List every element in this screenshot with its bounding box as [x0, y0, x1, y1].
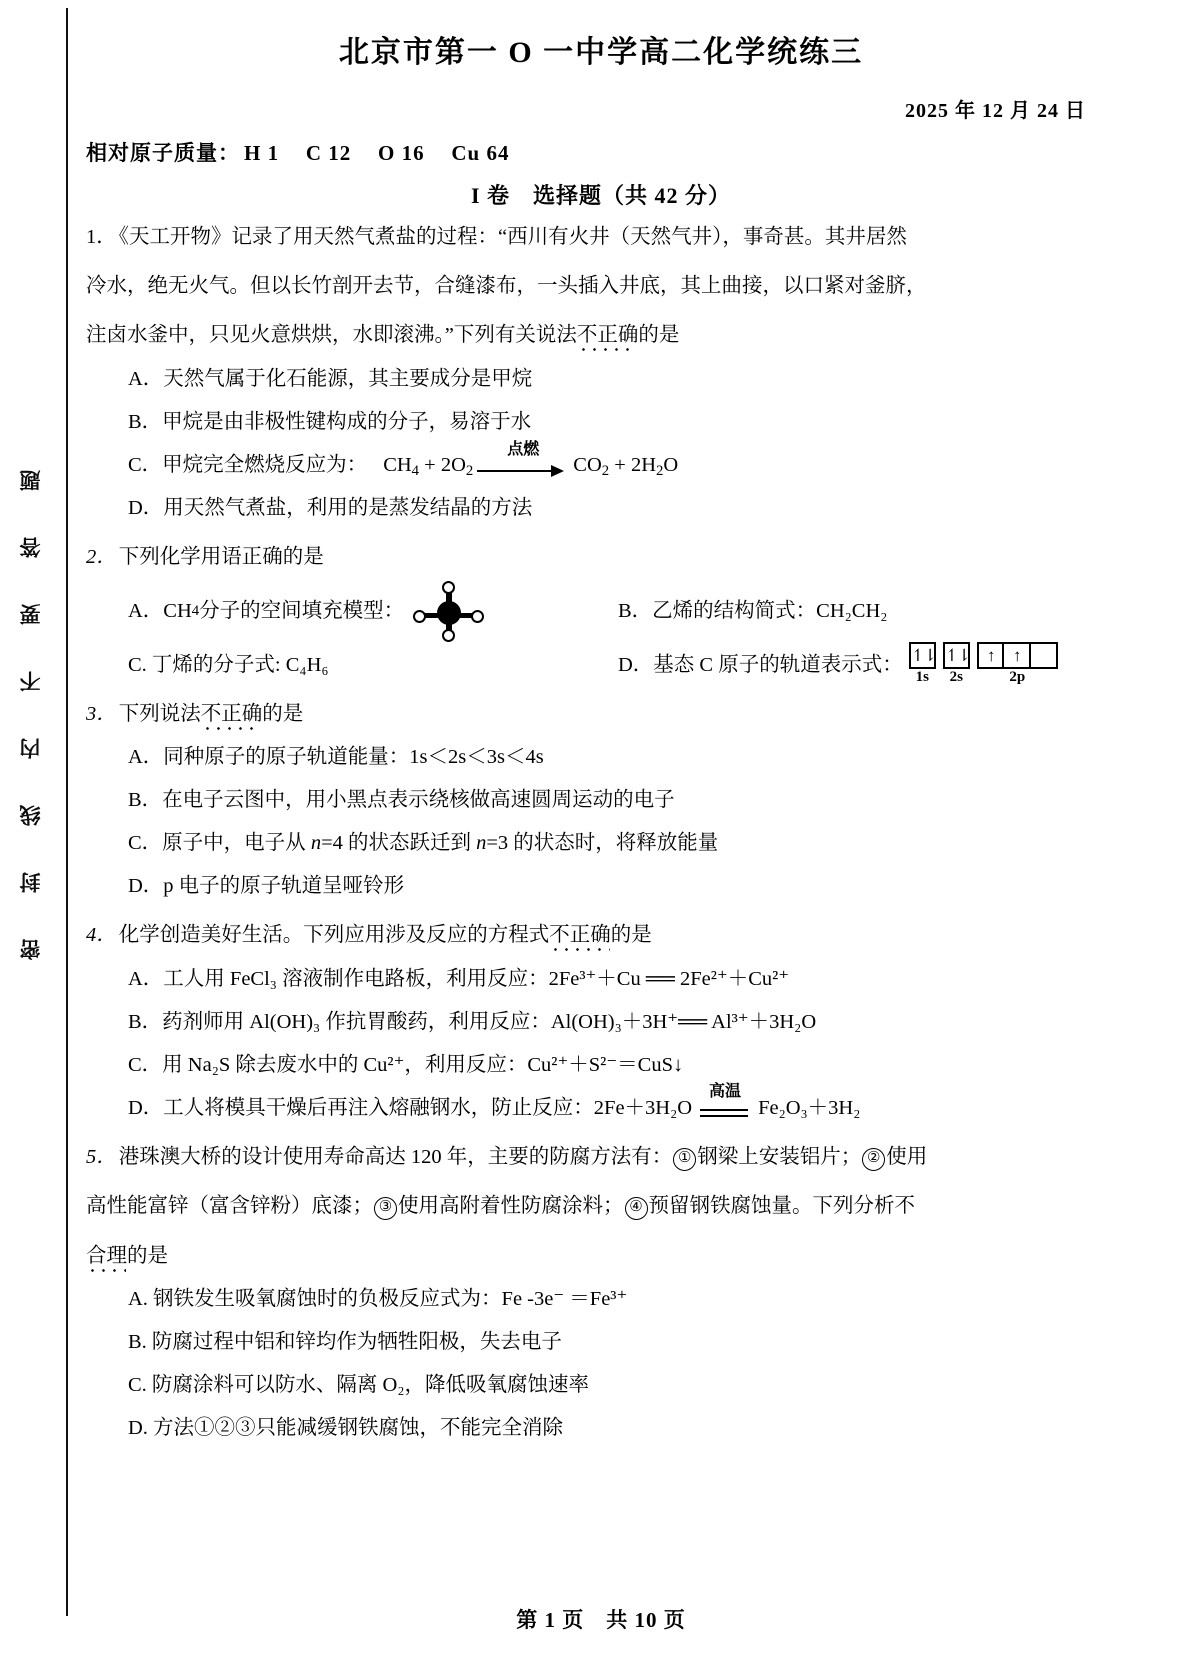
methane-space-filling-model-icon	[410, 580, 488, 644]
orbital-cell	[1031, 642, 1058, 669]
seal-char: 答	[18, 537, 43, 558]
reaction-equilibrium-icon	[694, 1083, 756, 1119]
question-2-option-a-sub: 4	[191, 603, 200, 620]
question-5-stem-tail: 的是	[127, 1244, 168, 1267]
orbital-cell: ↿⇂	[943, 642, 970, 669]
orbital-label-2s: 2s	[949, 668, 963, 685]
question-1-stem-line3	[86, 314, 1116, 357]
question-2-stem	[86, 536, 1116, 579]
question-5-option-a[interactable]: A. 钢铁发生吸氧腐蚀时的负极反应式为：Fe -3e⁻ ＝Fe³⁺	[128, 1288, 628, 1311]
exam-page	[86, 0, 1116, 1678]
question-2-option-d-label: D．基态 C 原子的轨道表示式：	[618, 653, 903, 676]
atomic-mass-h: H 1	[244, 140, 280, 165]
question-5-stem-line2	[86, 1185, 1116, 1228]
atomic-mass-label: 相对原子质量：	[86, 140, 240, 165]
seal-char: 封	[18, 872, 43, 893]
atomic-mass-c: C 12	[305, 140, 352, 165]
orbital-group-2p	[977, 642, 1058, 685]
question-1-option-a[interactable]: A．天然气属于化石能源，其主要成分是甲烷	[128, 367, 533, 390]
reaction-condition: 高温	[709, 1083, 742, 1101]
circled-number-1: ①	[673, 1148, 696, 1171]
question-3-stem-pre: 下列说法	[118, 702, 201, 725]
question-5-stem-part5: 使用高附着性防腐涂料；	[398, 1195, 624, 1218]
question-5-number: 5．	[86, 1145, 117, 1168]
page-footer: 第 1 页 共 10 页	[516, 1608, 686, 1632]
question-3-emphasis: 不正确	[200, 702, 263, 725]
seal-char: 不	[18, 671, 43, 692]
question-5-stem-part2: 钢梁上安装铝片；	[697, 1145, 862, 1168]
seal-char: 题	[18, 470, 43, 491]
question-5-emphasis: 合理	[86, 1244, 127, 1267]
question-2-option-d[interactable]	[618, 644, 1058, 687]
circled-number-3: ③	[374, 1197, 397, 1220]
question-5-stem-line3	[86, 1235, 1116, 1278]
orbital-group-1s	[909, 642, 936, 685]
question-2-options-row-1	[86, 580, 1116, 644]
seal-char: 密	[18, 939, 43, 960]
question-1-emphasis: 不正确	[576, 324, 639, 347]
circled-number-2: ②	[862, 1148, 885, 1171]
methane-combustion-equation: $CH_4 + 2O_2$ 点燃 $CO_2 + 2H_2O$	[383, 444, 678, 487]
seal-line-text	[8, 470, 54, 960]
question-4-stem	[86, 914, 1116, 957]
page-title: 北京市第一 O 一中学高二化学统练三	[338, 36, 864, 69]
question-3-option-c-part1: C．原子中，电子从	[128, 832, 311, 855]
question-3-option-c[interactable]	[86, 822, 1116, 865]
question-3-option-b[interactable]: B．在电子云图中，用小黑点表示绕核做高速圆周运动的电子	[128, 789, 675, 812]
question-4-option-d-prefix: D．工人将模具干燥后再注入熔融钢水，防止反应：2Fe＋3H₂O	[128, 1096, 693, 1119]
seal-line-divider	[66, 8, 68, 1616]
question-1-option-c-label: C．甲烷完全燃烧反应为：	[128, 453, 368, 476]
question-1-option-d[interactable]: D．用天然气煮盐，利用的是蒸发结晶的方法	[128, 497, 533, 520]
question-1-stem-text: 注卤水釜中，只见火意烘烘，水即滚沸。”下列有关说法	[86, 324, 577, 347]
question-2-option-b[interactable]: B．乙烯的结构简式：CH₂CH₂	[618, 600, 888, 623]
reaction-arrow-icon	[477, 440, 569, 477]
question-1-option-c[interactable]	[86, 440, 1116, 487]
question-5-option-c[interactable]: C. 防腐涂料可以防水、隔离 O₂，降低吸氧腐蚀速率	[128, 1374, 589, 1397]
question-2-stem-text: 下列化学用语正确的是	[118, 546, 324, 569]
orbital-cell: ↑	[977, 642, 1004, 669]
orbital-cell: ↑	[1004, 642, 1031, 669]
question-4-stem-post: 的是	[610, 924, 652, 947]
question-2-option-a-label: A．CH	[128, 600, 192, 623]
question-2-option-c[interactable]: C. 丁烯的分子式: C₄H₆	[128, 653, 329, 676]
circled-number-4: ④	[625, 1197, 648, 1220]
question-1-stem	[86, 216, 1116, 259]
atomic-mass-cu: Cu 64	[451, 140, 510, 165]
question-5-stem-part6: 预留钢铁腐蚀量。下列分析不	[648, 1195, 915, 1218]
seal-char: 要	[18, 604, 43, 625]
quantum-number-n: n	[310, 832, 322, 855]
atomic-mass-line	[86, 137, 1116, 167]
reaction-condition: 点燃	[507, 440, 540, 458]
question-2-number: 2．	[86, 546, 117, 569]
question-3-option-c-part2: =4 的状态跃迁到	[321, 832, 477, 855]
orbital-group-2s	[943, 642, 970, 685]
atomic-mass-o: O 16	[378, 140, 425, 165]
question-1-stem-tail: 的是	[638, 324, 680, 347]
carbon-orbital-diagram-icon	[909, 642, 1058, 685]
question-5-option-b[interactable]: B. 防腐过程中铝和锌均作为牺牲阳极，失去电子	[128, 1331, 562, 1354]
seal-char: 线	[18, 805, 43, 826]
quantum-number-n: n	[476, 832, 487, 855]
question-3-option-a[interactable]: A．同种原子的原子轨道能量：1s＜2s＜3s＜4s	[128, 746, 544, 769]
exam-date: 2025 年 12 月 24 日	[905, 99, 1086, 122]
question-5-option-d[interactable]: D. 方法①②③只能减缓钢铁腐蚀，不能完全消除	[128, 1417, 564, 1440]
question-5-stem-part1: 港珠澳大桥的设计使用寿命高达 120 年，主要的防腐方法有：	[118, 1145, 673, 1168]
orbital-label-1s: 1s	[915, 668, 929, 685]
question-5-stem-part3: 使用	[886, 1145, 928, 1168]
question-5-stem-part4: 高性能富锌（富含锌粉）底漆；	[86, 1195, 373, 1218]
question-1-number: 1．	[86, 225, 117, 248]
question-4-option-d[interactable]	[86, 1083, 1116, 1130]
section-heading: I 卷 选择题（共 42 分）	[470, 182, 732, 208]
question-4-emphasis: 不正确	[549, 924, 611, 947]
seal-char: 内	[18, 738, 43, 759]
orbital-cell: ↿⇂	[909, 642, 936, 669]
question-4-option-d-suffix: Fe₂O₃＋3H₂	[758, 1096, 861, 1119]
question-5-stem-line1	[86, 1136, 1116, 1179]
question-4-stem-pre: 化学创造美好生活。下列应用涉及反应的方程式	[118, 924, 550, 947]
question-4-option-a[interactable]: A．工人用 FeCl₃ 溶液制作电路板，利用反应：2Fe³⁺＋Cu ══ 2Fe²⁺＋Cu²⁺	[128, 967, 790, 990]
sealed-line-margin	[0, 0, 72, 1678]
question-1-option-b[interactable]: B．甲烷是由非极性键构成的分子，易溶于水	[128, 410, 532, 433]
orbital-label-2p: 2p	[1009, 668, 1026, 685]
question-3-stem	[86, 693, 1116, 736]
question-2-option-a[interactable]	[128, 580, 618, 644]
question-3-stem-post: 的是	[262, 702, 304, 725]
question-4-option-c[interactable]: C．用 Na₂S 除去废水中的 Cu²⁺，利用反应：Cu²⁺＋S²⁻＝CuS↓	[128, 1053, 684, 1076]
question-1-stem-line1: 《天工开物》记录了用天然气煮盐的过程：“西川有火井（天然气井），事奇甚。其井居然	[118, 225, 907, 248]
question-4-number: 4．	[86, 924, 117, 947]
question-3-number: 3．	[86, 702, 117, 725]
question-1-stem-line2: 冷水，绝无火气。但以长竹剖开去节，合缝漆布，一头插入井底，其上曲接，以口紧对釜脐，	[86, 274, 927, 297]
question-3-option-d[interactable]: D．p 电子的原子轨道呈哑铃形	[128, 875, 405, 898]
question-2-options-row-2	[86, 644, 1116, 687]
question-2-option-a-rest: 分子的空间填充模型：	[199, 600, 405, 623]
question-4-option-b[interactable]: B．药剂师用 Al(OH)₃ 作抗胃酸药，利用反应：Al(OH)₃＋3H⁺══ Al³⁺＋3H₂O	[128, 1010, 817, 1033]
question-3-option-c-part3: =3 的状态时，将释放能量	[486, 832, 719, 855]
